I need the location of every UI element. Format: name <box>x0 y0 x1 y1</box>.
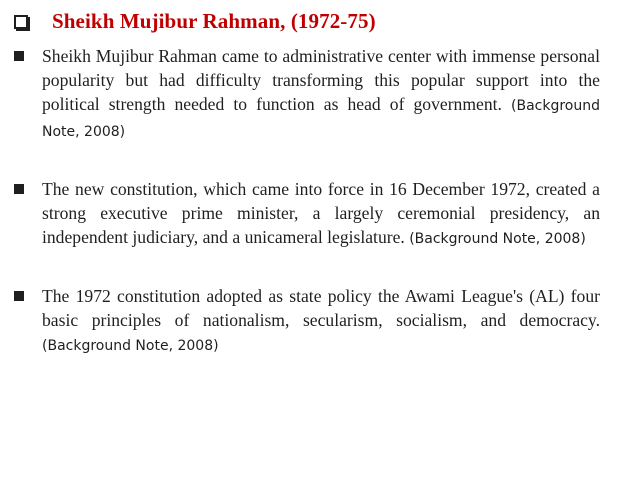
bullet-text <box>42 177 600 251</box>
slide-title: Sheikh Mujibur Rahman, (1972-75) <box>52 8 376 33</box>
bullet-text <box>42 44 600 144</box>
square-bullet-icon <box>14 184 24 194</box>
bullet-content: Sheikh Mujibur Rahman came to administrative center with immense personal popularity but had difficulty transforming this popular support into the political strength needed to function as head of government. <box>42 46 600 114</box>
bullet-content: The 1972 constitution adopted as state policy the Awami League's (AL) four basic principles of nationalism, secularism, socialism, and democracy. <box>42 286 600 330</box>
bullet-item <box>14 284 602 358</box>
checkbox-square-icon <box>14 15 28 29</box>
bullet-citation: (Background Note, 2008) <box>42 98 600 140</box>
title-row <box>14 6 376 36</box>
bullet-text <box>42 284 600 358</box>
bullet-item <box>14 44 602 144</box>
bullet-citation: (Background Note, 2008) <box>42 338 219 354</box>
bullet-citation: (Background Note, 2008) <box>409 231 586 247</box>
square-bullet-icon <box>14 291 24 301</box>
bullet-item <box>14 177 602 251</box>
square-bullet-icon <box>14 51 24 61</box>
bullet-list <box>14 44 602 391</box>
bullet-content: The new constitution, which came into force in 16 December 1972, created a strong executive prime minister, a largely ceremonial presidency, an independent judiciary, and a unicameral legislature. <box>42 179 600 247</box>
